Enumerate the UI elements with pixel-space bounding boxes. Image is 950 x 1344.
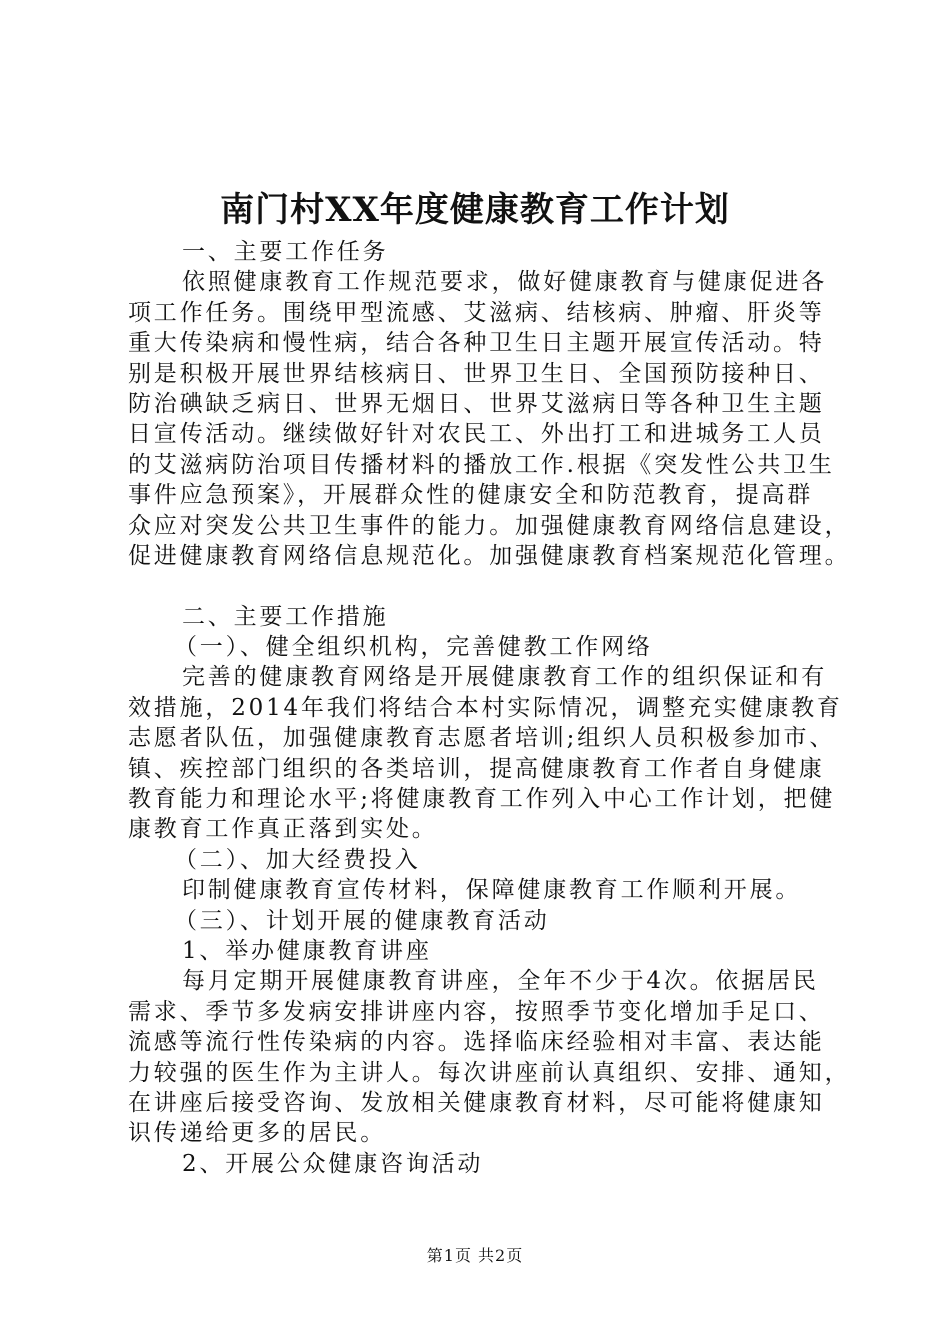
section-heading: 二、主要工作措施 xyxy=(182,603,389,630)
paragraph-line: 事件应急预案》，开展群众性的健康安全和防范教育，提高群 xyxy=(128,482,814,509)
paragraph-line: 教育能力和理论水平;将健康教育工作列入中心工作计划，把健 xyxy=(128,786,836,813)
paragraph-line: 志愿者队伍，加强健康教育志愿者培训;组织人员积极参加市、 xyxy=(128,725,836,752)
paragraph-line: 需求、季节多发病安排讲座内容，按照季节变化增加手足口、 xyxy=(128,998,825,1025)
paragraph-line: 的艾滋病防治项目传播材料的播放工作.根据《突发性公共卫生 xyxy=(128,451,835,478)
paragraph-line: 力较强的医生作为主讲人。每次讲座前认真组织、安排、通知， xyxy=(128,1059,851,1086)
paragraph-line: 在讲座后接受咨询、发放相关健康教育材料，尽可能将健康知 xyxy=(128,1089,825,1116)
paragraph-line: 防治碘缺乏病日、世界无烟日、世界艾滋病日等各种卫生主题 xyxy=(128,390,825,417)
paragraph-line: 重大传染病和慢性病，结合各种卫生日主题开展宣传活动。特 xyxy=(128,330,825,357)
page-footer: 第1页 共2页 xyxy=(426,1246,524,1265)
paragraph-line: 流感等流行性传染病的内容。选择临床经验相对丰富、表达能 xyxy=(128,1029,825,1056)
item-heading: 2、开展公众健康咨询活动 xyxy=(182,1150,484,1177)
paragraph-line: 完善的健康教育网络是开展健康教育工作的组织保证和有 xyxy=(182,664,827,691)
paragraph-line: 众应对突发公共卫生事件的能力。加强健康教育网络信息建设， xyxy=(128,512,851,539)
section-heading: 一、主要工作任务 xyxy=(182,239,389,265)
paragraph-line: 项工作任务。围绕甲型流感、艾滋病、结核病、肿瘤、肝炎等 xyxy=(128,299,825,326)
blank-line xyxy=(128,571,850,601)
paragraph-line: 日宣传活动。继续做好针对农民工、外出打工和进城务工人员 xyxy=(128,421,825,448)
document-body xyxy=(128,237,850,1179)
paragraph-line: 康教育工作真正落到实处。 xyxy=(128,816,438,843)
paragraph-line: 每月定期开展健康教育讲座，全年不少于4次。依据居民 xyxy=(182,968,819,995)
subsection-heading: （三）、计划开展的健康教育活动 xyxy=(174,907,550,934)
paragraph-line: 依照健康教育工作规范要求，做好健康教育与健康促进各 xyxy=(182,269,827,296)
document-title: 南门村XX年度健康教育工作计划 xyxy=(220,190,730,230)
subsection-heading: （一）、健全组织机构，完善健教工作网络 xyxy=(174,634,653,661)
paragraph-line: 促进健康教育网络信息规范化。加强健康教育档案规范化管理。 xyxy=(128,542,851,569)
paragraph-line: 别是积极开展世界结核病日、世界卫生日、全国预防接种日、 xyxy=(128,360,825,387)
paragraph-line: 镇、疾控部门组织的各类培训，提高健康教育工作者自身健康 xyxy=(128,755,825,782)
paragraph-line: 识传递给更多的居民。 xyxy=(128,1120,386,1147)
subsection-heading: （二）、加大经费投入 xyxy=(174,846,421,873)
paragraph-line: 印制健康教育宣传材料，保障健康教育工作顺利开展。 xyxy=(182,877,802,904)
item-heading: 1、举办健康教育讲座 xyxy=(182,937,432,964)
paragraph-line: 效措施，2014年我们将结合本村实际情况，调整充实健康教育 xyxy=(128,694,843,721)
